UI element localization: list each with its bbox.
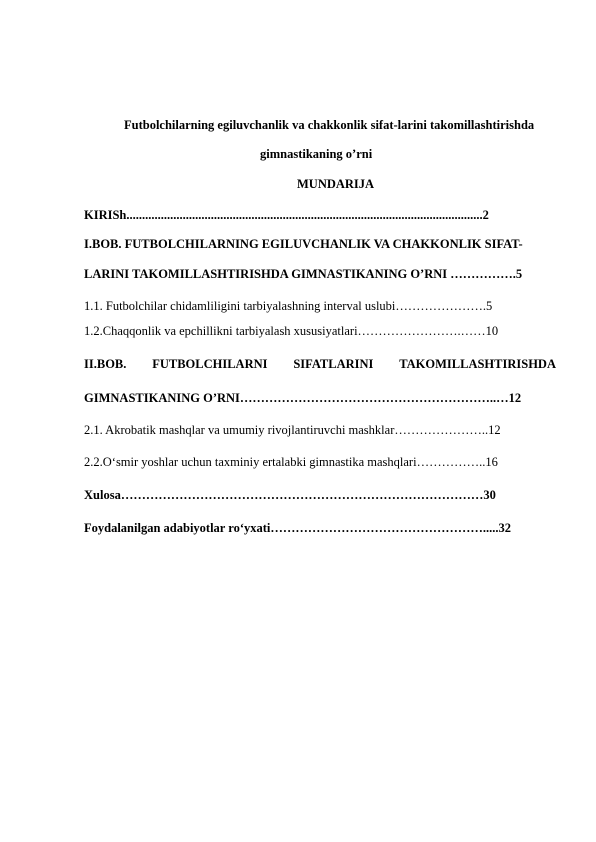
toc-entry-bob1-line2: LARINI TAKOMILLASHTIRISHDA GIMNASTIKANING O’RNI …………….5	[84, 267, 523, 281]
toc-entry-bob2-line1	[84, 357, 556, 372]
toc-entry-2-2: 2.2.O‘smir yoshlar uchun taxminiy ertalabki gimnastika mashqlari……………..16	[84, 455, 498, 469]
toc-bob2-word: TAKOMILLASHTIRISHDA	[399, 357, 556, 371]
toc-entry-adabiyotlar: Foydalanilgan adabiyotlar ro‘yxati…………………………………………….....32	[84, 521, 511, 535]
toc-bob2-word: SIFATLARINI	[293, 357, 374, 371]
toc-bob2-word: FUTBOLCHILARNI	[152, 357, 268, 371]
toc-entry-2-1: 2.1. Akrobatik mashqlar va umumiy rivojlantiruvchi mashklar…………………..12	[84, 423, 501, 437]
toc-entry-xulosa: Xulosa……………………………………………………………………………30	[84, 488, 496, 502]
toc-entry-bob2-line2: GIMNASTIKANING O’RNI……………………………………………………..…12	[84, 391, 522, 405]
document-title-line2: gimnastikaning o’rni	[260, 147, 373, 161]
toc-entry-1-1: 1.1. Futbolchilar chidamliligini tarbiyalashning interval uslubi………………….5	[84, 299, 493, 313]
toc-bob2-word: II.BOB.	[84, 357, 127, 371]
toc-entry-1-2: 1.2.Chaqqonlik va epchillikni tarbiyalash xususiyatlari…………………….……10	[84, 324, 499, 338]
toc-entry-bob1-line1: I.BOB. FUTBOLCHILARNING EGILUVCHANLIK VA CHAKKONLIK SIFAT-	[84, 237, 523, 251]
document-title-line1: Futbolchilarning egiluvchanlik va chakkonlik sifat-larini takomillashtirishda	[124, 118, 535, 132]
toc-entry-kirish: KIRISh..................................................................................................................2	[84, 208, 489, 222]
contents-heading: MUNDARIJA	[297, 177, 375, 191]
